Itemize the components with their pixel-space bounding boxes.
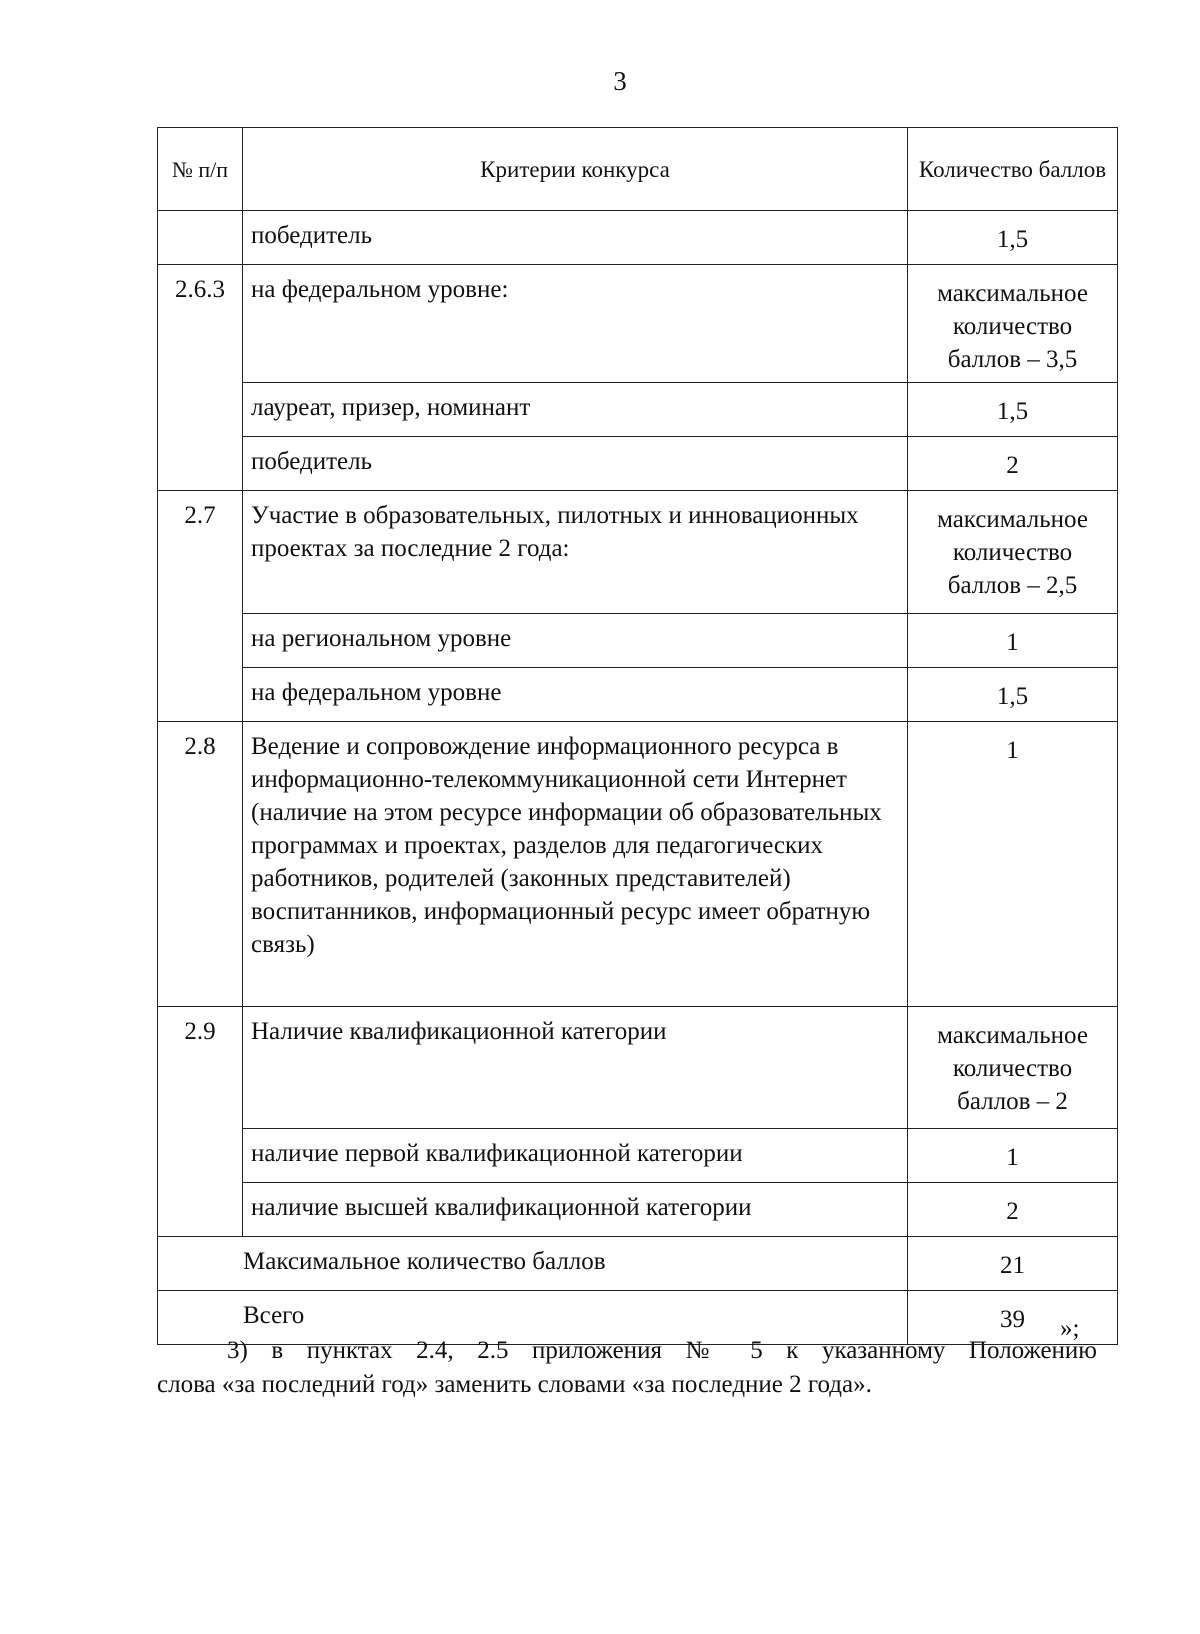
row-points: 1,5 xyxy=(908,668,1118,722)
table-row xyxy=(158,491,1118,614)
row-criteria: на федеральном уровне: xyxy=(243,265,908,383)
points-line: количество xyxy=(952,1055,1073,1082)
row-num: 2.7 xyxy=(158,491,243,722)
points-line: количество xyxy=(952,313,1073,340)
row-num xyxy=(158,211,243,265)
row-points: 2 xyxy=(908,437,1118,491)
row-criteria: наличие первой квалификационной категории xyxy=(243,1129,908,1183)
table-row xyxy=(158,211,1118,265)
points-line: баллов – 2 xyxy=(957,1088,1068,1115)
row-criteria: на федеральном уровне xyxy=(243,668,908,722)
header-criteria: Критерии конкурса xyxy=(243,128,908,211)
points-line: баллов – 3,5 xyxy=(947,346,1078,373)
row-criteria: на региональном уровне xyxy=(243,614,908,668)
amendment-paragraph-line-2: слова «за последний год» заменить словами «за последние 2 года». xyxy=(157,1371,872,1398)
grand-total-points: 39 xyxy=(908,1291,1118,1345)
row-criteria: наличие высшей квалификационной категории xyxy=(243,1183,908,1237)
row-criteria: победитель xyxy=(243,211,908,265)
row-points: 1 xyxy=(908,614,1118,668)
row-points: 1,5 xyxy=(908,383,1118,437)
max-total-label: Максимальное количество баллов xyxy=(158,1237,908,1291)
row-criteria: Ведение и сопровождение информационного ресурса в информационно-телекоммуникационной сети Интернет (наличие на этом ресурсе информации об образовательных программах и проектах, разделов для педагогических работников, родителей (законных представителей) воспитанников, информационный ресурс имеет обратную связь) xyxy=(243,722,908,1007)
row-points-max xyxy=(908,1007,1118,1129)
criteria-table xyxy=(157,127,1118,1345)
max-total-points: 21 xyxy=(908,1237,1118,1291)
table-row xyxy=(158,668,1118,722)
row-criteria: Участие в образовательных, пилотных и инновационных проектах за последние 2 года: xyxy=(243,491,908,614)
grand-total-label: Всего xyxy=(158,1291,908,1345)
row-points-max xyxy=(908,491,1118,614)
row-criteria: Наличие квалификационной категории xyxy=(243,1007,908,1129)
row-points-max xyxy=(908,265,1118,383)
points-line: количество xyxy=(952,539,1073,566)
table-row xyxy=(158,614,1118,668)
page-number: 3 xyxy=(613,66,627,96)
closing-quote: »; xyxy=(1060,1315,1080,1342)
table-row xyxy=(158,1129,1118,1183)
row-points: 1,5 xyxy=(908,211,1118,265)
table-row xyxy=(158,722,1118,1007)
header-num: № п/п xyxy=(158,128,243,211)
amendment-paragraph-line-1: 3) в пунктах 2.4, 2.5 приложения № 5 к указанному Положению xyxy=(227,1337,1097,1364)
points-line: максимальное xyxy=(937,280,1088,307)
row-criteria: победитель xyxy=(243,437,908,491)
table-row xyxy=(158,265,1118,383)
table-row xyxy=(158,1007,1118,1129)
table-row xyxy=(158,1183,1118,1237)
points-line: максимальное xyxy=(937,506,1088,533)
row-num: 2.8 xyxy=(158,722,243,1007)
points-line: баллов – 2,5 xyxy=(947,572,1078,599)
row-num: 2.9 xyxy=(158,1007,243,1237)
table-row xyxy=(158,383,1118,437)
row-criteria: лауреат, призер, номинант xyxy=(243,383,908,437)
points-line: максимальное xyxy=(937,1022,1088,1049)
row-points: 1 xyxy=(908,722,1118,1007)
row-num: 2.6.3 xyxy=(158,265,243,491)
table-header-row xyxy=(158,128,1118,211)
total-row xyxy=(158,1237,1118,1291)
table-row xyxy=(158,437,1118,491)
row-points: 2 xyxy=(908,1183,1118,1237)
header-points: Количество баллов xyxy=(908,128,1118,211)
row-points: 1 xyxy=(908,1129,1118,1183)
